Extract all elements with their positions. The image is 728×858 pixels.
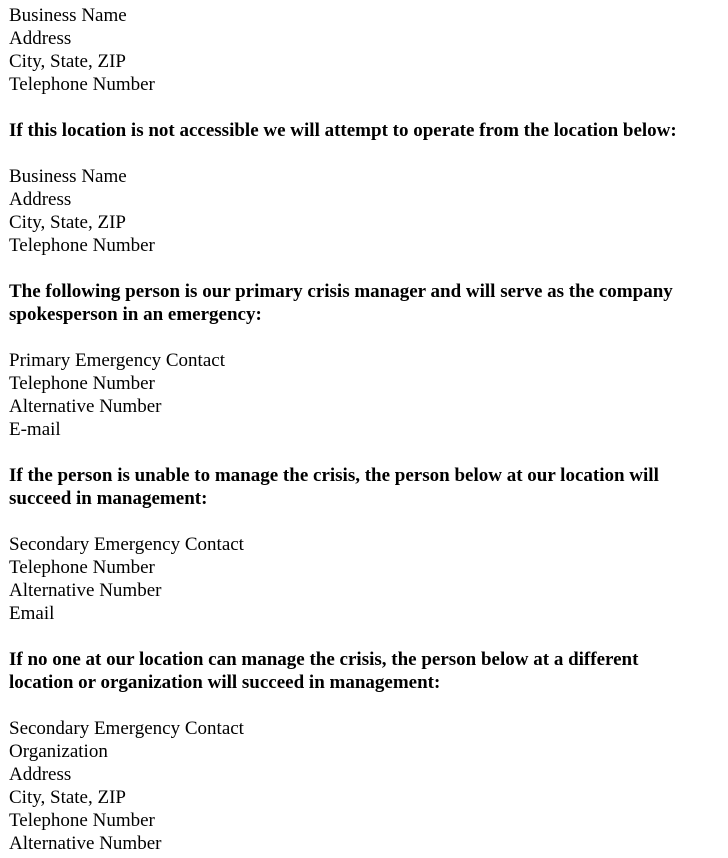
email-line: Email: [9, 603, 55, 624]
address-line: Address: [9, 28, 72, 49]
city-state-zip-line: City, State, ZIP: [9, 212, 126, 233]
external-succession-heading: [9, 648, 720, 694]
telephone-line: Telephone Number: [9, 235, 155, 256]
alternative-number-line: Alternative Number: [9, 396, 162, 417]
address-line: Address: [9, 764, 72, 785]
address-line: Address: [9, 189, 72, 210]
secondary-contact-line: Secondary Emergency Contact: [9, 718, 244, 739]
alternative-number-line: Alternative Number: [9, 833, 162, 854]
succession-heading: [9, 464, 720, 510]
telephone-line: Telephone Number: [9, 373, 155, 394]
telephone-line: Telephone Number: [9, 557, 155, 578]
primary-contact-line: Primary Emergency Contact: [9, 350, 225, 371]
heading-line: If this location is not accessible we will attempt to operate from the location below:: [9, 120, 677, 141]
city-state-zip-line: City, State, ZIP: [9, 51, 126, 72]
business-name-line: Business Name: [9, 5, 127, 26]
heading-line: If the person is unable to manage the crisis, the person below at our location will: [9, 465, 659, 486]
telephone-line: Telephone Number: [9, 74, 155, 95]
telephone-line: Telephone Number: [9, 810, 155, 831]
secondary-emergency-contact-block: [9, 533, 720, 625]
heading-line: succeed in management:: [9, 488, 208, 509]
primary-location-block: [9, 4, 720, 96]
primary-emergency-contact-block: [9, 349, 720, 441]
organization-line: Organization: [9, 741, 108, 762]
heading-line: The following person is our primary crisis manager and will serve as the company: [9, 281, 673, 302]
city-state-zip-line: City, State, ZIP: [9, 787, 126, 808]
heading-line: location or organization will succeed in management:: [9, 672, 441, 693]
business-name-line: Business Name: [9, 166, 127, 187]
secondary-contact-line: Secondary Emergency Contact: [9, 534, 244, 555]
heading-line: spokesperson in an emergency:: [9, 304, 262, 325]
crisis-manager-heading: [9, 280, 720, 326]
heading-line: If no one at our location can manage the crisis, the person below at a different: [9, 649, 639, 670]
alternative-number-line: Alternative Number: [9, 580, 162, 601]
alternate-location-block: [9, 165, 720, 257]
alternate-location-heading: [9, 119, 720, 142]
external-secondary-contact-block: [9, 717, 720, 855]
email-line: E-mail: [9, 419, 61, 440]
